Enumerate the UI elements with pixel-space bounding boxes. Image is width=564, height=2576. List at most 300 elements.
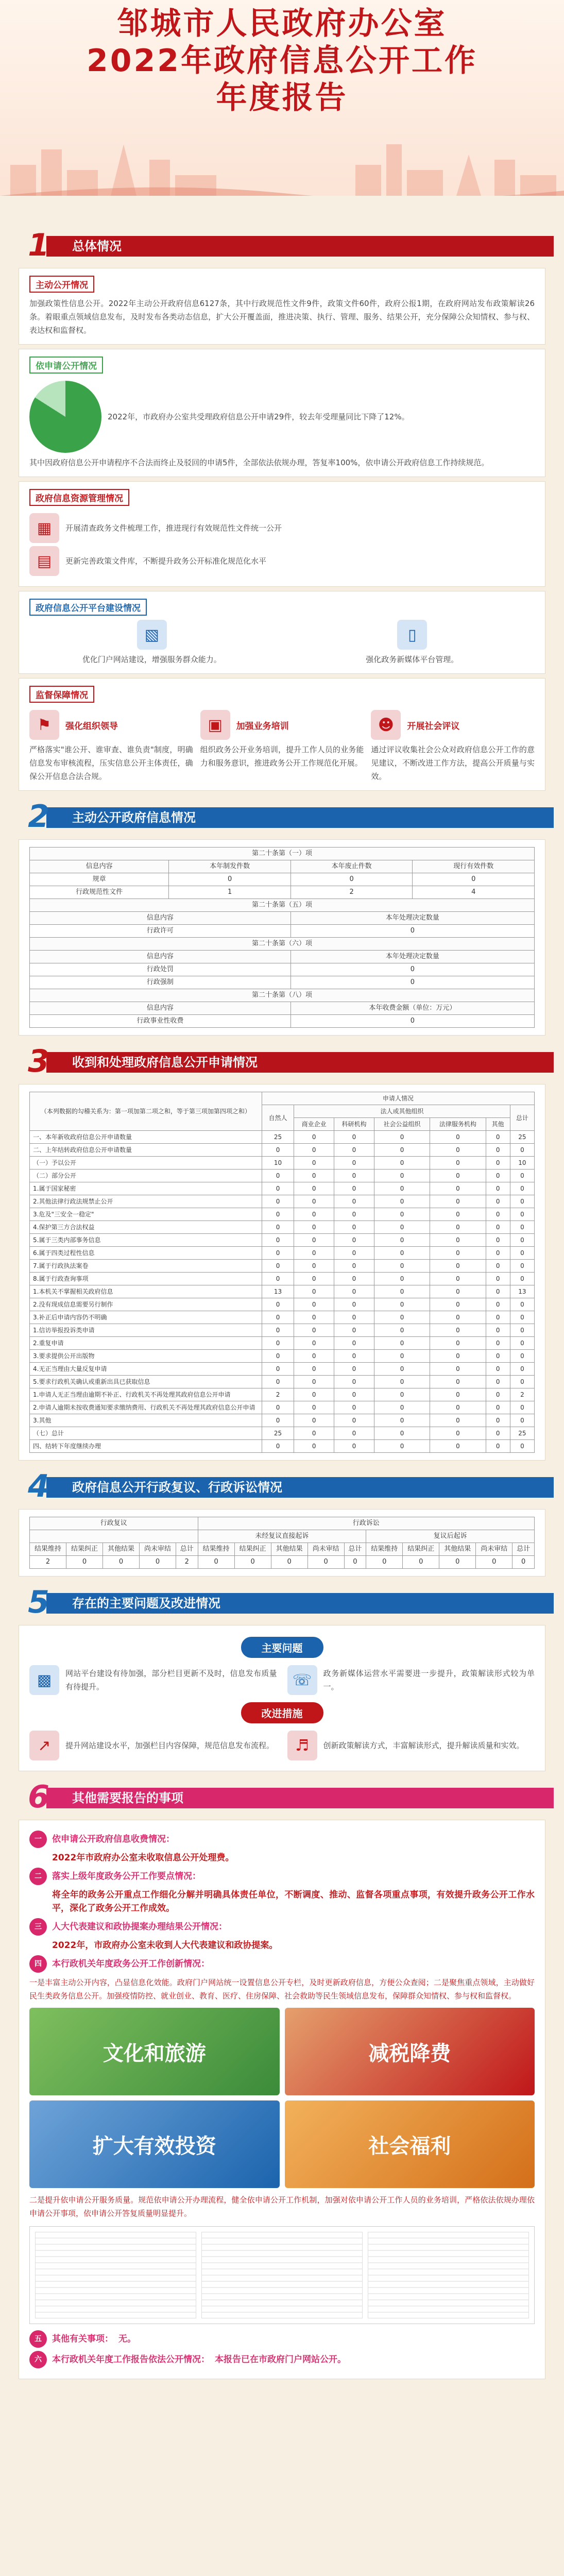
section-2-header [10, 798, 554, 835]
table-row [30, 886, 535, 899]
cell: 0 [169, 873, 291, 886]
cell: 0 [334, 1247, 374, 1260]
cell: 0 [262, 1221, 294, 1234]
col-header: 本年收费金额（单位：万元） [290, 1002, 534, 1015]
item-badge: 五 [29, 2330, 47, 2348]
col-header: 其他结果 [439, 1543, 476, 1556]
cell: 0 [430, 1208, 486, 1221]
active-disclosure-card [19, 268, 545, 345]
row-label: 1.申请人无正当理由逾期不补正、行政机关不再处理其政府信息公开申请 [30, 1388, 262, 1401]
cell: 0 [486, 1182, 510, 1195]
cell: 0 [294, 1157, 334, 1170]
cell: 0 [510, 1440, 534, 1453]
mgmt-item-1: 开展清查政务文件梳理工作，推进现行有效规范性文件统一公开 [65, 523, 282, 533]
cell: 0 [510, 1247, 534, 1260]
cell: 0 [334, 1363, 374, 1376]
cell: 25 [510, 1427, 534, 1440]
doc-thumb [35, 2232, 196, 2318]
table-head-review: 行政复议 [30, 1517, 198, 1530]
row-label: 5.属于三类内部事务信息 [30, 1234, 262, 1247]
cell: 0 [198, 1556, 234, 1569]
item-title: 落实上级年度政务公开工作要点情况： [52, 1871, 201, 1882]
cell: 0 [294, 1376, 334, 1388]
item-badge: 一 [29, 1831, 47, 1848]
doc-thumb [368, 2232, 529, 2318]
cell: 4 [413, 886, 535, 899]
table-row [30, 1221, 535, 1234]
photo-label: 减税降费 [368, 2041, 451, 2065]
cell: 0 [430, 1285, 486, 1298]
cell: 0 [374, 1144, 430, 1157]
cell: 0 [294, 1363, 334, 1376]
cell: 0 [374, 1182, 430, 1195]
section-5-header [10, 1584, 554, 1621]
table-row [30, 1234, 535, 1247]
col-header: 总计 [176, 1543, 198, 1556]
cell: 0 [271, 1556, 307, 1569]
cell: 0 [510, 1401, 534, 1414]
cell: 0 [510, 1273, 534, 1285]
col-header: 其他结果 [103, 1543, 140, 1556]
row-label: 4.无正当理由大量反复申请 [30, 1363, 262, 1376]
cell: 0 [430, 1131, 486, 1144]
review-lawsuit-table [29, 1517, 535, 1569]
cell: 0 [430, 1324, 486, 1337]
header-banner [0, 0, 564, 227]
cell: 0 [294, 1260, 334, 1273]
cell: 2 [30, 1556, 66, 1569]
cell: 0 [510, 1324, 534, 1337]
cell: 行政强制 [30, 976, 291, 989]
active-disclosure-text: 加强政策性信息公开。2022年主动公开政府信息6127条，其中行政规范性文件9件，政策文件60件，政府公报1期，在政府网站发布政策解读26条。着眼重点领域信息发布，及时发布各类动态信息，扩大公开覆盖面，推进决策、执行、管理、服务、结果公开，充分保障公众知情权、参与权、表达权和监督权。 [29, 299, 535, 335]
table-row [30, 1285, 535, 1298]
cell: 0 [430, 1182, 486, 1195]
cell: 0 [510, 1221, 534, 1234]
innovation-text-2: 二是提升依申请公开服务质量。规范依申请公开办理流程，健全依申请公开工作机制，加强对依申请公开工作人员的业务培训，严格依法依规办理依申请公开事项，依申请公开答复质量明显提升。 [29, 2195, 535, 2218]
cell: 0 [334, 1414, 374, 1427]
doc-thumb [201, 2232, 363, 2318]
request-disclosure-card [19, 349, 545, 477]
cell: 0 [430, 1376, 486, 1388]
cell: 0 [413, 873, 535, 886]
request-text-2: 其中因政府信息公开申请程序不合法而终止及驳回的申请5件，全部依法依规办理，答复率100%，依申请公开政府信息工作持续规范。 [29, 458, 489, 467]
cell: 0 [374, 1388, 430, 1401]
supervision-col2-title: 加强业务培训 [236, 721, 289, 732]
table-row [30, 1247, 535, 1260]
table-row [30, 1208, 535, 1221]
table-row [30, 873, 535, 886]
cell: 0 [486, 1195, 510, 1208]
table-head-legal: 法人或其他组织 [294, 1105, 510, 1118]
table-row [30, 1182, 535, 1195]
cell: 0 [430, 1414, 486, 1427]
table-row [30, 1144, 535, 1157]
megaphone-icon: ♬ [287, 1731, 317, 1760]
cell: 0 [334, 1234, 374, 1247]
col-header: 信息内容 [30, 912, 291, 925]
cell: 0 [486, 1273, 510, 1285]
cell: 0 [334, 1388, 374, 1401]
title-line-3: 年度报告 [216, 80, 348, 116]
col-header: 本年废止件数 [290, 860, 413, 873]
website-icon: ▩ [29, 1665, 59, 1695]
table-row [30, 1324, 535, 1337]
cell: 0 [510, 1311, 534, 1324]
col-header: 科研机构 [334, 1118, 374, 1131]
col-header: 尚未审结 [307, 1543, 344, 1556]
cell: 0 [334, 1131, 374, 1144]
cell: 0 [294, 1298, 334, 1311]
cell: 0 [334, 1324, 374, 1337]
cell: 2 [290, 886, 413, 899]
request-text-1: 2022年，市政府办公室共受理政府信息公开申请29件，较去年受理量同比下降了12%。 [108, 412, 409, 421]
section-4-number: 4 [28, 1468, 49, 1504]
cell: 0 [430, 1195, 486, 1208]
platform-card [19, 591, 545, 674]
improve-2: 创新政策解读方式，丰富解读形式，提升解读质量和实效。 [323, 1741, 524, 1750]
col-header: 结果维持 [30, 1543, 66, 1556]
col-header: 本年处理决定数量 [290, 912, 534, 925]
item-body: 2022年市政府办公室未收取信息公开处理费。 [52, 1853, 234, 1863]
item-title: 本行政机关年度工作报告依法公开情况： [52, 2354, 210, 2365]
cell: 0 [430, 1221, 486, 1234]
cell: 0 [486, 1363, 510, 1376]
cell: 0 [486, 1401, 510, 1414]
cell: 25 [262, 1427, 294, 1440]
cell: 0 [374, 1414, 430, 1427]
cell: 0 [486, 1414, 510, 1427]
problems-pill: 主要问题 [241, 1637, 323, 1658]
item-title: 依申请公开政府信息收费情况： [52, 1834, 175, 1844]
cell: 0 [374, 1170, 430, 1182]
col-header: 社会公益组织 [374, 1118, 430, 1131]
item-body: 将全年的政务公开重点工作细化分解并明确具体责任单位，不断调度、推动、监督各项重点事项，有效提升政务公开工作水平，深化了政务公开工作成效。 [52, 1890, 535, 1913]
col-header: 总计 [512, 1543, 535, 1556]
cell: 0 [439, 1556, 476, 1569]
table-row [30, 1157, 535, 1170]
cell: 0 [486, 1234, 510, 1247]
cell: 0 [262, 1144, 294, 1157]
cell: 0 [140, 1556, 176, 1569]
item-body: 本报告已在市政府门户网站公开。 [215, 2354, 346, 2365]
problem-2: 政务新媒体运营水平需要进一步提升，政策解读形式较为单一。 [323, 1669, 535, 1691]
col-header: 其他结果 [271, 1543, 307, 1556]
row-label: （七）总计 [30, 1427, 262, 1440]
cell: 0 [374, 1221, 430, 1234]
col-header: 总计 [344, 1543, 366, 1556]
active-disclosure-tables [19, 839, 545, 1036]
row-label: 1.信访举报投诉类申请 [30, 1324, 262, 1337]
section-1-title: 总体情况 [46, 236, 554, 257]
cell: 0 [430, 1427, 486, 1440]
cell: 2 [176, 1556, 198, 1569]
row-label: 2.没有现成信息需要另行制作 [30, 1298, 262, 1311]
cell: 0 [234, 1556, 271, 1569]
cell: 0 [486, 1298, 510, 1311]
cell: 行政处罚 [30, 963, 291, 976]
cell: 0 [510, 1208, 534, 1221]
cell: 0 [510, 1144, 534, 1157]
section-6-header [10, 1778, 554, 1816]
cell: 0 [294, 1208, 334, 1221]
cell: 0 [262, 1182, 294, 1195]
row-label: 2.其他法律行政法规禁止公开 [30, 1195, 262, 1208]
review-lawsuit-card [19, 1509, 545, 1577]
cell: 0 [294, 1427, 334, 1440]
cell: 0 [374, 1273, 430, 1285]
cell: 0 [430, 1273, 486, 1285]
cell: 0 [290, 976, 534, 989]
innovation-text: 一是丰富主动公开内容，凸显信息化效能。政府门户网站统一设置信息公开专栏，及时更新政府信息，方便公众查阅；二是聚焦重点领域，主动做好民生类政务信息公开。加强疫情防控、就业创业、教育、医疗、住房保障、社会救助等民生领域信息发布，保障群众知情权、参与权和监督权。 [29, 1978, 535, 2001]
document-screenshots [29, 2226, 535, 2324]
section-6-number: 6 [28, 1779, 49, 1815]
table-row [30, 1440, 535, 1453]
table-row [30, 963, 535, 976]
cell: 0 [294, 1388, 334, 1401]
cell: 0 [374, 1247, 430, 1260]
photo-label: 扩大有效投资 [92, 2134, 216, 2158]
row-label: 3.要求提供公开出版物 [30, 1350, 262, 1363]
resource-mgmt-card [19, 481, 545, 587]
cell: 0 [486, 1388, 510, 1401]
cell: 0 [290, 1015, 534, 1028]
cell: 0 [262, 1324, 294, 1337]
cell: 0 [294, 1273, 334, 1285]
table-head-person: 自然人 [262, 1105, 294, 1131]
cell: 0 [374, 1363, 430, 1376]
document-icon: ▤ [29, 546, 59, 576]
cell: 10 [262, 1157, 294, 1170]
item-title: 本行政机关年度政务公开工作创新情况： [52, 1959, 210, 1969]
cell: 0 [486, 1157, 510, 1170]
table-row [30, 1273, 535, 1285]
row-label: 1.本机关不掌握相关政府信息 [30, 1285, 262, 1298]
cell: 0 [486, 1221, 510, 1234]
monitor-icon: ▧ [137, 620, 167, 650]
cell: 0 [374, 1285, 430, 1298]
col-header: 结果纠正 [66, 1543, 103, 1556]
supervision-tag: 监督保障情况 [29, 686, 94, 703]
cell: 0 [294, 1350, 334, 1363]
cell: 0 [334, 1350, 374, 1363]
cell: 0 [334, 1285, 374, 1298]
cell: 0 [262, 1247, 294, 1260]
table-row [30, 925, 535, 938]
people-icon: ☻ [371, 710, 401, 740]
cell: 0 [294, 1440, 334, 1453]
col-header: 尚未审结 [476, 1543, 512, 1556]
cell: 0 [430, 1170, 486, 1182]
table-row [30, 976, 535, 989]
col-header: 尚未审结 [140, 1543, 176, 1556]
section-6-title: 其他需要报告的事项 [46, 1788, 554, 1808]
cell: 0 [262, 1234, 294, 1247]
cell: 0 [476, 1556, 512, 1569]
section-3-number: 3 [28, 1043, 49, 1079]
table-head-left: （本列数据的勾稽关系为：第一项加第二项之和，等于第三项加第四项之和） [30, 1092, 262, 1131]
col-header: 结果维持 [366, 1543, 403, 1556]
section-4-title: 政府信息公开行政复议、行政诉讼情况 [46, 1477, 554, 1498]
problems-card [19, 1625, 545, 1771]
table-row [30, 1350, 535, 1363]
section-5-title: 存在的主要问题及改进情况 [46, 1593, 554, 1614]
cell: 0 [486, 1427, 510, 1440]
row-label: 一、本年新收政府信息公开申请数量 [30, 1131, 262, 1144]
cell: 0 [510, 1195, 534, 1208]
row-label: （一）予以公开 [30, 1157, 262, 1170]
cell: 0 [290, 925, 534, 938]
row-label: 二、上年结转政府信息公开申请数量 [30, 1144, 262, 1157]
cell: 0 [294, 1182, 334, 1195]
section-3-header [10, 1043, 554, 1080]
col-header: 其他 [486, 1118, 510, 1131]
col-header: 商业企业 [294, 1118, 334, 1131]
cell: 0 [294, 1234, 334, 1247]
cell: 0 [262, 1401, 294, 1414]
cell: 0 [486, 1440, 510, 1453]
application-table [29, 1092, 535, 1453]
supervision-col1-title: 强化组织领导 [65, 721, 118, 732]
row-label: 3.补正后申请内容仍不明确 [30, 1311, 262, 1324]
table-head-after: 复议后起诉 [366, 1530, 535, 1543]
photo-investment [29, 2100, 280, 2188]
cell: 0 [486, 1376, 510, 1388]
cell: 0 [374, 1157, 430, 1170]
cell: 0 [510, 1350, 534, 1363]
row-label: 8.属于行政查询事项 [30, 1273, 262, 1285]
item-body: 2022年，市政府办公室未收到人大代表建议和政协提案。 [52, 1940, 278, 1951]
cell: 0 [334, 1260, 374, 1273]
platform-item-1: 优化门户网站建设，增强服务群众能力。 [82, 655, 221, 664]
cell: 0 [486, 1260, 510, 1273]
cell: 0 [294, 1401, 334, 1414]
improve-1: 提升网站建设水平，加强栏目内容保障，规范信息发布流程。 [65, 1741, 275, 1750]
supervision-col3-text: 通过评议收集社会公众对政府信息公开工作的意见建议，不断改进工作方法，提高公开质量与实效。 [371, 745, 535, 781]
table-row [30, 1298, 535, 1311]
cell: 0 [334, 1170, 374, 1182]
cell: 0 [430, 1298, 486, 1311]
cell: 0 [262, 1273, 294, 1285]
cell: 0 [262, 1363, 294, 1376]
cell: 行政事业性收费 [30, 1015, 291, 1028]
cell: 0 [290, 963, 534, 976]
table-head-direct: 未经复议直接起诉 [198, 1530, 366, 1543]
improve-pill: 改进措施 [241, 1702, 323, 1723]
cell: 0 [486, 1311, 510, 1324]
table-row [30, 1388, 535, 1401]
cell: 0 [262, 1208, 294, 1221]
cell: 0 [66, 1556, 103, 1569]
cell: 13 [510, 1285, 534, 1298]
col-header: 现行有效件数 [413, 860, 535, 873]
mobile-icon: ▯ [397, 620, 427, 650]
cell: 1 [169, 886, 291, 899]
table-row [30, 1195, 535, 1208]
row-label: 3.其他 [30, 1414, 262, 1427]
cell: 0 [510, 1182, 534, 1195]
problem-1: 网站平台建设有待加强，部分栏目更新不及时，信息发布质量有待提升。 [65, 1669, 277, 1691]
chart-up-icon: ↗ [29, 1731, 59, 1760]
row-label: 1.属于国家秘密 [30, 1182, 262, 1195]
col-header: 本年制发件数 [169, 860, 291, 873]
request-disclosure-tag: 依申请公开情况 [29, 357, 103, 374]
cell: 0 [294, 1324, 334, 1337]
cell: 0 [486, 1170, 510, 1182]
supervision-col1-text: 严格落实"谁公开、谁审查、谁负责"制度，明确信息发布审核流程，压实信息公开主体责任，确保公开信息合法合规。 [29, 745, 193, 781]
cell: 0 [334, 1311, 374, 1324]
folder-icon: ▦ [29, 513, 59, 543]
cell: 0 [374, 1208, 430, 1221]
cell: 0 [486, 1350, 510, 1363]
section-2-title: 主动公开政府信息情况 [46, 807, 554, 828]
table-row [30, 1311, 535, 1324]
cell: 0 [374, 1427, 430, 1440]
table-row [30, 1376, 535, 1388]
phone-icon: ☏ [287, 1665, 317, 1695]
cell: 0 [334, 1376, 374, 1388]
photo-culture-tourism [29, 2008, 280, 2095]
cell: 0 [262, 1170, 294, 1182]
cell: 0 [344, 1556, 366, 1569]
cell: 0 [294, 1144, 334, 1157]
cell: 0 [486, 1337, 510, 1350]
cell: 0 [294, 1221, 334, 1234]
cell: 0 [486, 1285, 510, 1298]
col-header: 结果纠正 [403, 1543, 439, 1556]
cell: 0 [374, 1440, 430, 1453]
cell: 0 [262, 1337, 294, 1350]
col-header: 结果维持 [198, 1543, 234, 1556]
cell: 0 [334, 1337, 374, 1350]
table-row [30, 1337, 535, 1350]
table-row [30, 1427, 535, 1440]
row-label: 2.重复申请 [30, 1337, 262, 1350]
table-header: 第二十条第（八）项 [30, 989, 535, 1002]
col-header: 结果纠正 [234, 1543, 271, 1556]
supervision-col2-text: 组织政务公开业务培训，提升工作人员的业务能力和服务意识，推进政务公开工作规范化开展。 [200, 745, 364, 768]
cell: 0 [262, 1414, 294, 1427]
cell: 0 [374, 1195, 430, 1208]
cell: 0 [430, 1311, 486, 1324]
item-badge: 三 [29, 1918, 47, 1936]
cell: 2 [510, 1388, 534, 1401]
title-line-2: 2022年政府信息公开工作 [87, 43, 477, 79]
cell: 0 [510, 1337, 534, 1350]
row-label: 4.保护第三方合法权益 [30, 1221, 262, 1234]
cell: 0 [403, 1556, 439, 1569]
active-disclosure-tag: 主动公开情况 [29, 276, 94, 293]
book-icon: ▣ [200, 710, 230, 740]
cell: 0 [510, 1298, 534, 1311]
col-header: 信息内容 [30, 951, 291, 963]
row-label: （二）部分公开 [30, 1170, 262, 1182]
cell: 0 [374, 1401, 430, 1414]
item-badge: 四 [29, 1955, 47, 1973]
cell: 0 [510, 1260, 534, 1273]
cell: 0 [486, 1144, 510, 1157]
cell: 0 [334, 1195, 374, 1208]
cell: 25 [510, 1131, 534, 1144]
row-label: 四、结转下年度继续办理 [30, 1440, 262, 1453]
supervision-col3-title: 开展社会评议 [407, 721, 460, 732]
cell: 0 [290, 873, 413, 886]
table-head-group: 申请人情况 [262, 1092, 534, 1105]
cell: 行政许可 [30, 925, 291, 938]
cell: 0 [430, 1363, 486, 1376]
section-4-header [10, 1468, 554, 1505]
cell: 0 [334, 1208, 374, 1221]
cell: 0 [294, 1414, 334, 1427]
